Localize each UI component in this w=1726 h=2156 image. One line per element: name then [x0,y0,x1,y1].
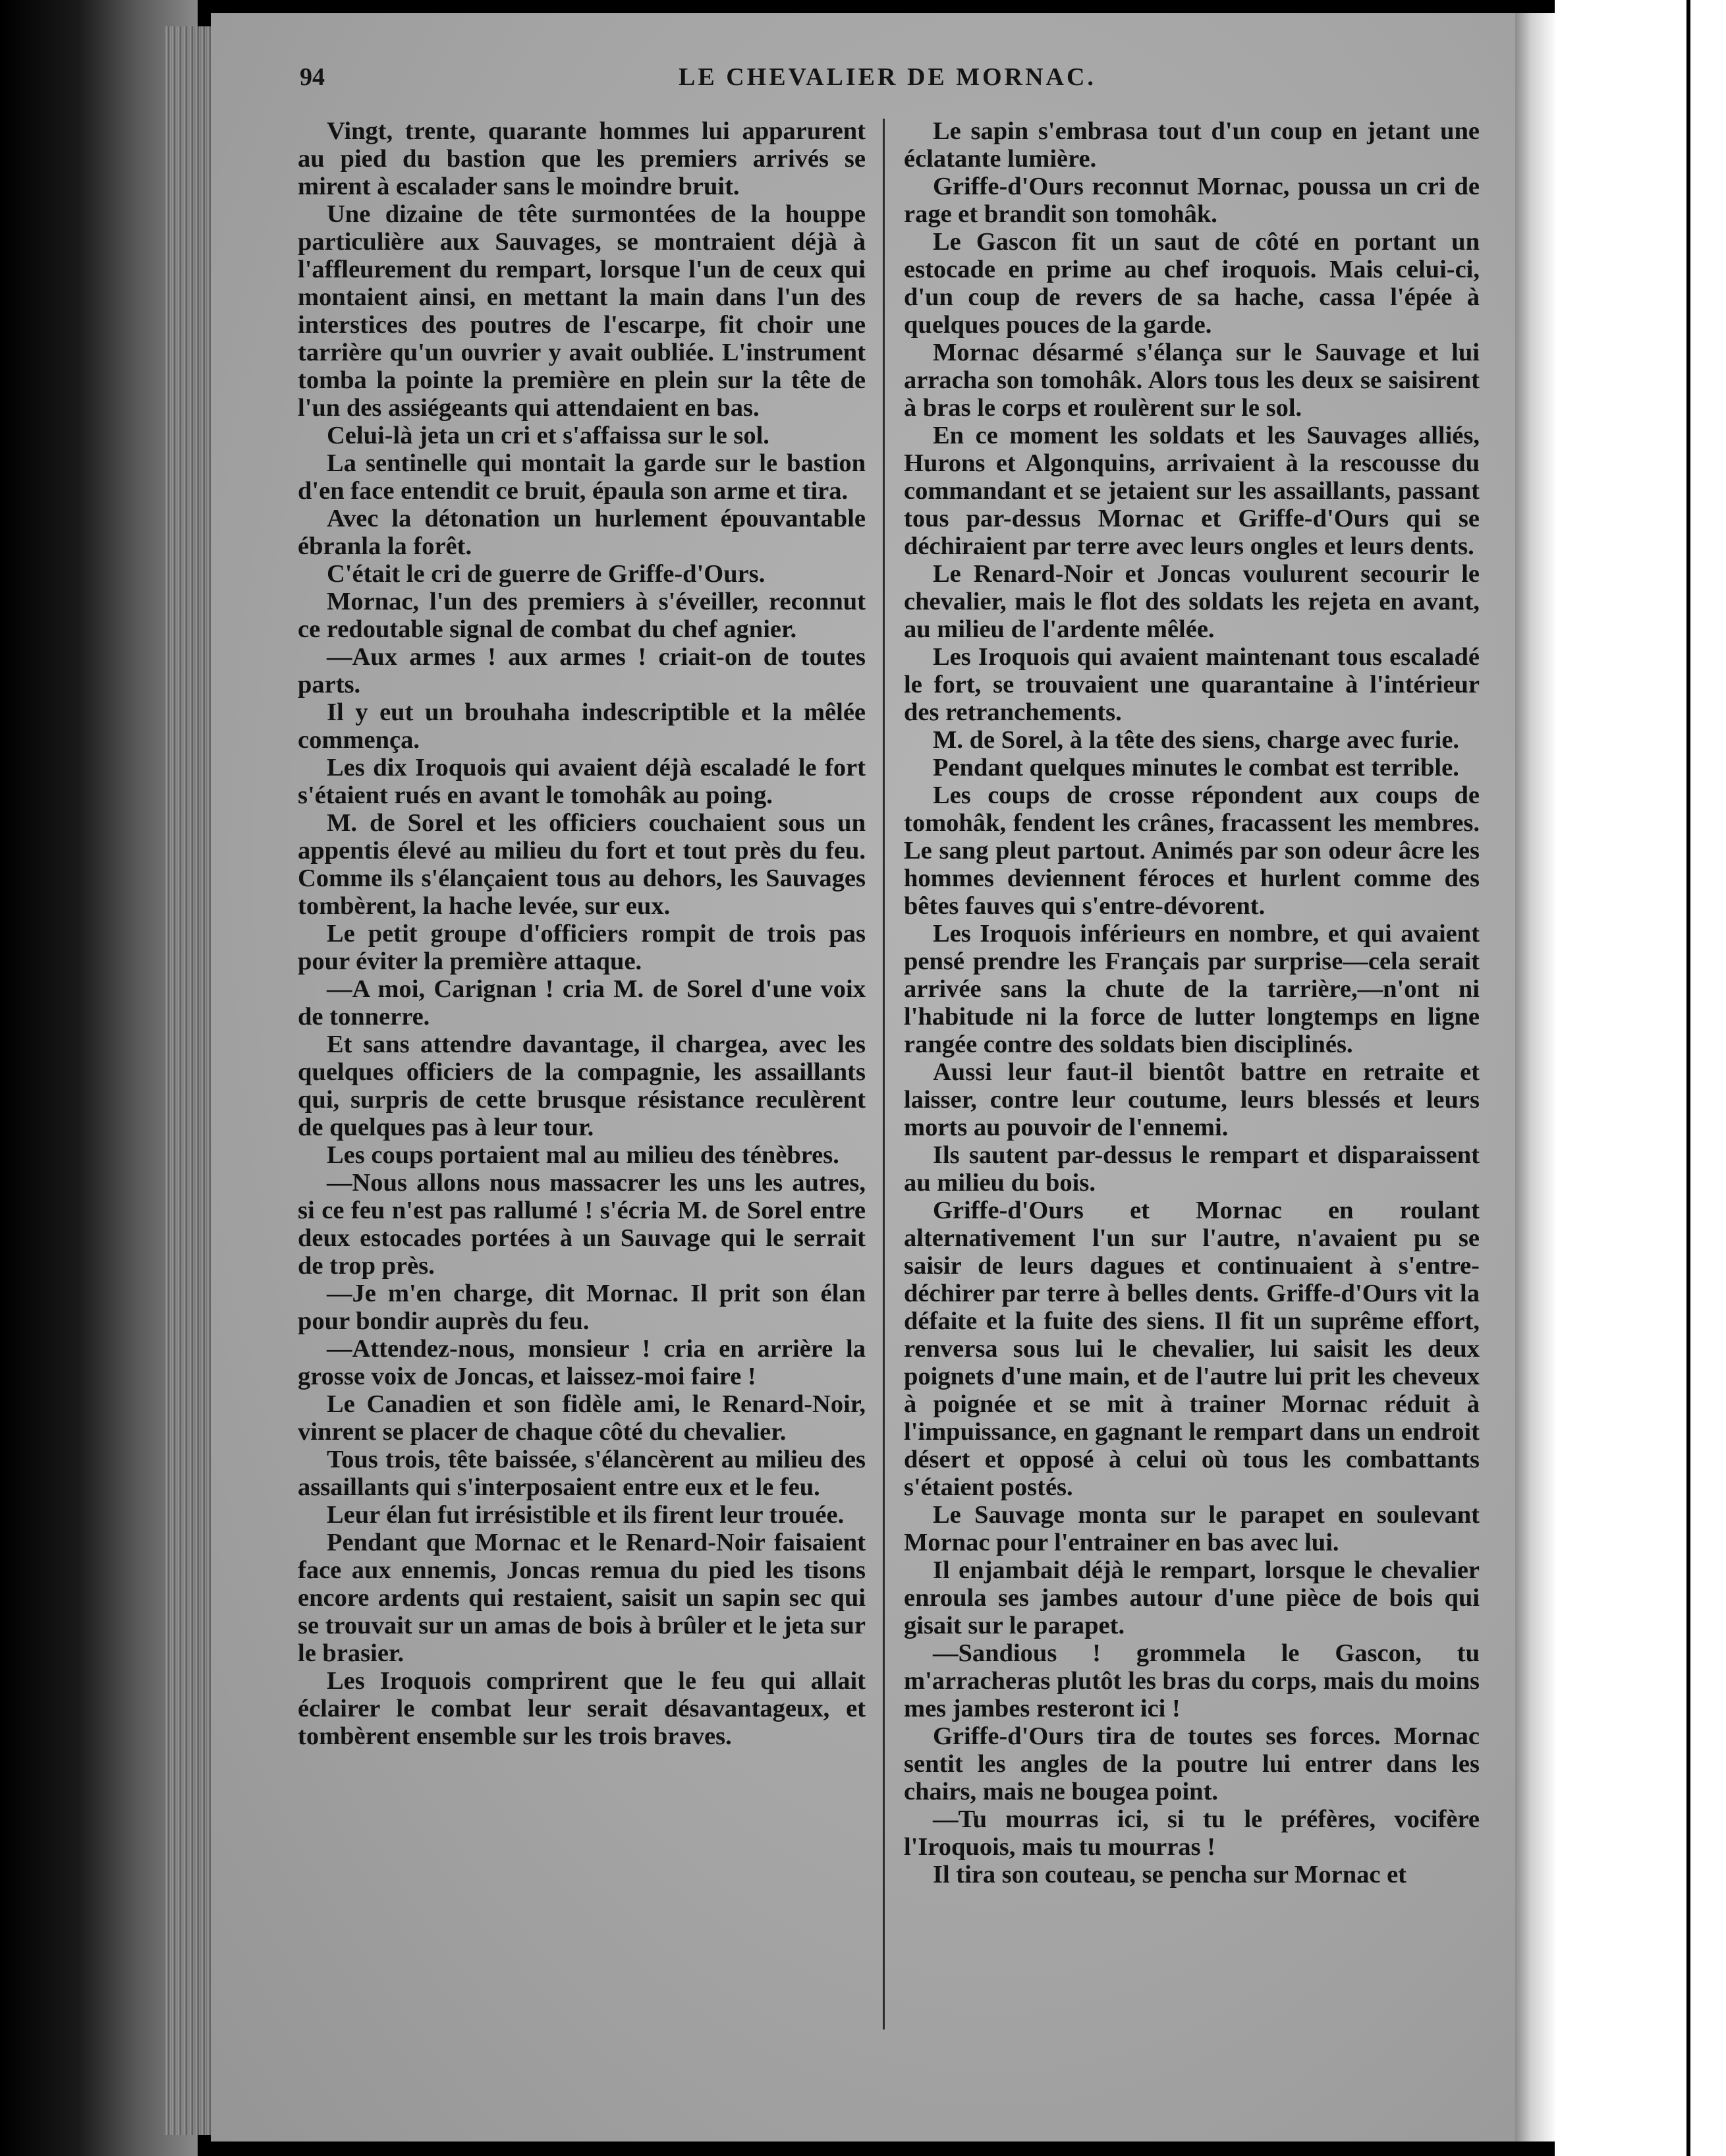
paragraph: Il tira son couteau, se pencha sur Mornac et [933,1861,1406,1888]
paragraph: Le Gascon fit un saut de côté en portant un estocade en prime au chef iroquois. Mais celui-ci, d'un coup de revers de sa hache, cassa l'épée à quelques pouces de la garde. [904,228,1480,339]
paragraph: —Attendez-nous, monsieur ! cria en arrière la grosse voix de Joncas, et laissez-moi faire ! [298,1335,866,1390]
paragraph: Mornac, l'un des premiers à s'éveiller, reconnut ce redoutable signal de combat du chef agnier. [298,588,866,643]
paragraph: Les coups de crosse répondent aux coups de tomohâk, fendent les crânes, fracassent les membres. Le sang pleut partout. Animés par son odeur âcre les hommes deviennent féroces et hurlent comme des bêtes fauves qui s'entre-dévorent. [904,781,1480,920]
page-number: 94 [300,63,325,91]
paragraph: Le Sauvage monta sur le parapet en soulevant Mornac pour l'entrainer en bas avec lui. [904,1501,1480,1556]
paragraph: —Aux armes ! aux armes ! criait-on de toutes parts. [298,643,866,698]
scan-margin [1555,0,1726,2156]
paragraph: Griffe-d'Ours et Mornac en roulant alternativement l'un sur l'autre, n'avaient pu se saisir de leurs dagues et continuaient à s'entre-déchirer par terre à belles dents. Griffe-d'Ours vit la défaite et la fuite des siens. Il fit un suprême effort, renversa sous lui le chevalier, lui saisit les deux poignets d'une main, et de l'autre lui prit les cheveux à poignée et se mit à trainer Mornac réduit à l'impuissance, en gagnant le rempart dans un endroit désert et opposé à celui où tous les combattants s'étaient postés. [904,1197,1480,1501]
paragraph: —A moi, Carignan ! cria M. de Sorel d'une voix de tonnerre. [298,975,866,1031]
paragraph: Il enjambait déjà le rempart, lorsque le chevalier enroula ses jambes autour d'une pièce de bois qui gisait sur le parapet. [904,1556,1480,1639]
paragraph: Une dizaine de tête surmontées de la houppe particulière aux Sauvages, se montraient déjà à l'affleurement du rempart, lorsque l'un de ceux qui montaient ainsi, en mettant la main dans l'un des interstices des poutres de l'escarpe, fit choir une tarrière qu'un ouvrier y avait oubliée. L'instrument tomba la pointe la première en plein sur la tête de l'un des assiégeants qui attendaient en bas. [298,200,866,422]
paragraph: Les Iroquois inférieurs en nombre, et qui avaient pensé prendre les Français par surprise—cela serait arrivée sans la chute de la tarrière,—n'ont ni l'habitude ni la force de lutter longtemps en ligne rangée contre des soldats bien disciplinés. [904,920,1480,1058]
paragraph: Vingt, trente, quarante hommes lui apparurent au pied du bastion que les premiers arrivés se mirent à escalader sans le moindre bruit. [298,117,866,200]
paragraph: Mornac désarmé s'élança sur le Sauvage et lui arracha son tomohâk. Alors tous les deux se saisirent à bras le corps et roulèrent sur le sol. [904,339,1480,422]
paragraph: M. de Sorel, à la tête des siens, charge avec furie. [933,726,1460,754]
paragraph: Le petit groupe d'officiers rompit de trois pas pour éviter la première attaque. [298,920,866,975]
paragraph: Aussi leur faut-il bientôt battre en retraite et laisser, contre leur coutume, leurs blessés et leurs morts au pouvoir de l'ennemi. [904,1058,1480,1141]
paragraph: C'était le cri de guerre de Griffe-d'Ours. [327,560,766,588]
page-right-edge [1515,13,1555,2142]
paragraph: M. de Sorel et les officiers couchaient sous un appentis élevé au milieu du fort et tout près du feu. Comme ils s'élançaient tous au dehors, les Sauvages tombèrent, la hache levée, sur eux. [298,809,866,920]
paragraph: Celui-là jeta un cri et s'affaissa sur le sol. [327,422,769,449]
paragraph: Le sapin s'embrasa tout d'un coup en jetant une éclatante lumière. [904,117,1480,173]
paragraph: Leur élan fut irrésistible et ils firent leur trouée. [327,1501,845,1529]
running-title: LE CHEVALIER DE MORNAC. [679,63,1096,91]
left-column [298,117,866,1750]
paragraph: —Tu mourras ici, si tu le préfères, vocifère l'Iroquois, mais tu mourras ! [904,1805,1480,1861]
paragraph: —Sandious ! grommela le Gascon, tu m'arracheras plutôt les bras du corps, mais du moins mes jambes resteront ici ! [904,1639,1480,1722]
paragraph: Le Renard-Noir et Joncas voulurent secourir le chevalier, mais le flot des soldats les rejeta en avant, au milieu de l'ardente mêlée. [904,560,1480,643]
paragraph: En ce moment les soldats et les Sauvages alliés, Hurons et Algonquins, arrivaient à la rescousse du commandant et se jetaient sur les assaillants, passant tous par-dessus Mornac et Griffe-d'Ours qui se déchiraient par terre avec leurs ongles et leurs dents. [904,422,1480,560]
paragraph: Et sans attendre davantage, il chargea, avec les quelques officiers de la compagnie, les assaillants qui, surpris de cette brusque résistance reculèrent de quelques pas à leur tour. [298,1031,866,1141]
paragraph: Il y eut un brouhaha indescriptible et la mêlée commença. [298,698,866,754]
right-column [904,117,1480,1888]
paragraph: Les Iroquois comprirent que le feu qui allait éclairer le combat leur serait désavantageux, et tombèrent ensemble sur les trois braves. [298,1667,866,1750]
paragraph: La sentinelle qui montait la garde sur le bastion d'en face entendit ce bruit, épaula son arme et tira. [298,449,866,505]
paragraph: Le Canadien et son fidèle ami, le Renard-Noir, vinrent se placer de chaque côté du chevalier. [298,1390,866,1446]
paragraph: Pendant quelques minutes le combat est terrible. [933,754,1459,781]
paragraph: Les coups portaient mal au milieu des ténèbres. [327,1141,839,1169]
paragraph: Les Iroquois qui avaient maintenant tous escaladé le fort, se trouvaient une quarantaine à l'intérieur des retranchements. [904,643,1480,726]
paragraph: Ils sautent par-dessus le rempart et disparaissent au milieu du bois. [904,1141,1480,1197]
paragraph: —Je m'en charge, dit Mornac. Il prit son élan pour bondir auprès du feu. [298,1280,866,1335]
column-divider [883,119,885,2029]
paragraph: Griffe-d'Ours reconnut Mornac, poussa un cri de rage et brandit son tomohâk. [904,173,1480,228]
paragraph: Avec la détonation un hurlement épouvantable ébranla la forêt. [298,505,866,560]
paragraph: Griffe-d'Ours tira de toutes ses forces. Mornac sentit les angles de la poutre lui entrer dans les chairs, mais ne bougea point. [904,1722,1480,1805]
paragraph: Pendant que Mornac et le Renard-Noir faisaient face aux ennemis, Joncas remua du pied les tisons encore ardents qui restaient, saisit un sapin sec qui se trouvait sur un amas de bois à brûler et le jeta sur le brasier. [298,1529,866,1667]
paragraph: Les dix Iroquois qui avaient déjà escaladé le fort s'étaient rués en avant le tomohâk au poing. [298,754,866,809]
paragraph: —Nous allons nous massacrer les uns les autres, si ce feu n'est pas rallumé ! s'écria M. de Sorel entre deux estocades portées à un Sauvage qui le serrait de trop près. [298,1169,866,1280]
paragraph: Tous trois, tête baissée, s'élancèrent au milieu des assaillants qui s'interposaient entre eux et le feu. [298,1446,866,1501]
scan-frame-line [1686,0,1690,2156]
